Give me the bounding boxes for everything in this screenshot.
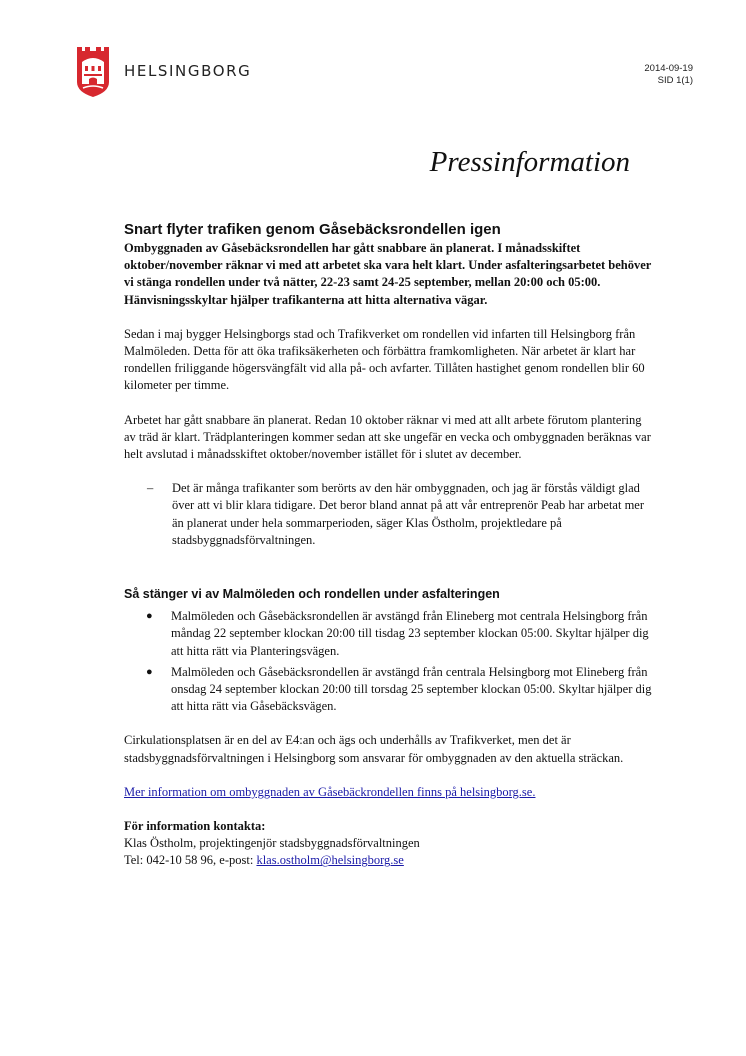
- list-item: [146, 664, 652, 716]
- article-body: [124, 220, 652, 870]
- paragraph-2: Arbetet har gått snabbare än planerat. Redan 10 oktober räknar vi med att allt arbete förutom plantering av träd är klart. Trädplanteringen kommer sedan att ske ungefär en vecka och ombyggnaden beräknas var helt avslutad i månadsskiftet oktober/november istället för i slutet av december.: [124, 412, 651, 462]
- paragraph-1: Sedan i maj bygger Helsingborgs stad och Trafikverket om rondellen vid infarten till Helsingborg från Malmöleden. Detta för att öka trafiksäkerheten och förbättra framkomligheten. När arbetet är klart har rondellen friliggande högersvängfält vid alla på- och avfarter. Tillåten hastighet genom rondellen blir 60 kilometer per timme.: [124, 326, 645, 393]
- document-meta: [644, 63, 693, 87]
- bullet-icon: ●: [146, 665, 153, 678]
- contact-name: Klas Östholm, projektingenjör stadsbyggnadsförvaltningen: [124, 836, 420, 851]
- page-number: SID 1(1): [657, 75, 693, 86]
- more-info-link[interactable]: Mer information om ombyggnaden av Gåsebäckrondellen finns på helsingborg.se.: [124, 784, 536, 799]
- contact-title: För information kontakta:: [124, 819, 266, 834]
- contact-line: [124, 852, 652, 869]
- bullet-icon: ●: [146, 610, 153, 623]
- brand-name: HELSINGBORG: [124, 62, 252, 80]
- list-item-text: Malmöleden och Gåsebäcksrondellen är avstängd från Elineberg mot centrala Helsingborg från måndag 22 september klockan 20:00 till tisdag 23 september klockan 05:00. Skyltar hjälper dig att hitta rätt via Planteringsvägen.: [171, 609, 649, 658]
- quote-text: Det är många trafikanter som berörts av den här ombyggnaden, och jag är förstås väldigt glad över att vi blir klara tidigare. Det beror bland annat på att vår entreprenör Peab har arbetat mer än planerat under hela sommarperioden, säger Klas Östholm, projektledare på stadsbyggnadsförvaltningen.: [172, 481, 645, 547]
- subheading: Så stänger vi av Malmöleden och rondellen under asfalteringen: [124, 587, 500, 602]
- contact-phone: Tel: 042-10 58 96, e-post:: [124, 853, 257, 868]
- quote-block: [147, 480, 652, 549]
- document-type-title: Pressinformation: [429, 146, 630, 178]
- logo: [76, 44, 251, 98]
- quote-dash: –: [147, 481, 154, 496]
- lead-paragraph: Ombyggnaden av Gåsebäcksrondellen har gått snabbare än planerat. I månadsskiftet oktober/november räknar vi med att arbetet ska vara helt klart. Under asfalteringsarbetet behöver vi stänga rondellen under två nätter, 22-23 samt 24-25 september, mellan 20:00 och 05:00. Hänvisningsskyltar hjälper trafikanterna att hitta alternativa vägar.: [124, 241, 652, 307]
- helsingborg-crest-icon: [76, 44, 110, 98]
- contact-email-link[interactable]: klas.ostholm@helsingborg.se: [256, 853, 404, 868]
- list-item-text: Malmöleden och Gåsebäcksrondellen är avstängd från centrala Helsingborg mot Elineberg från onsdag 24 september klockan 20:00 till torsdag 25 september klockan 05:00. Skyltar hjälper dig att hitta rätt via Gåsebäcksvägen.: [171, 664, 652, 714]
- paragraph-3: Cirkulationsplatsen är en del av E4:an och ägs och underhålls av Trafikverket, men det är stadsbyggnadsförvaltningen i Helsingborg som ansvarar för ombyggnaden av den aktuella sträckan.: [124, 733, 624, 765]
- headline: Snart flyter trafiken genom Gåsebäcksrondellen igen: [124, 221, 501, 238]
- document-date: 2014-09-19: [644, 63, 693, 74]
- closure-list: [124, 608, 652, 715]
- list-item: [146, 608, 652, 660]
